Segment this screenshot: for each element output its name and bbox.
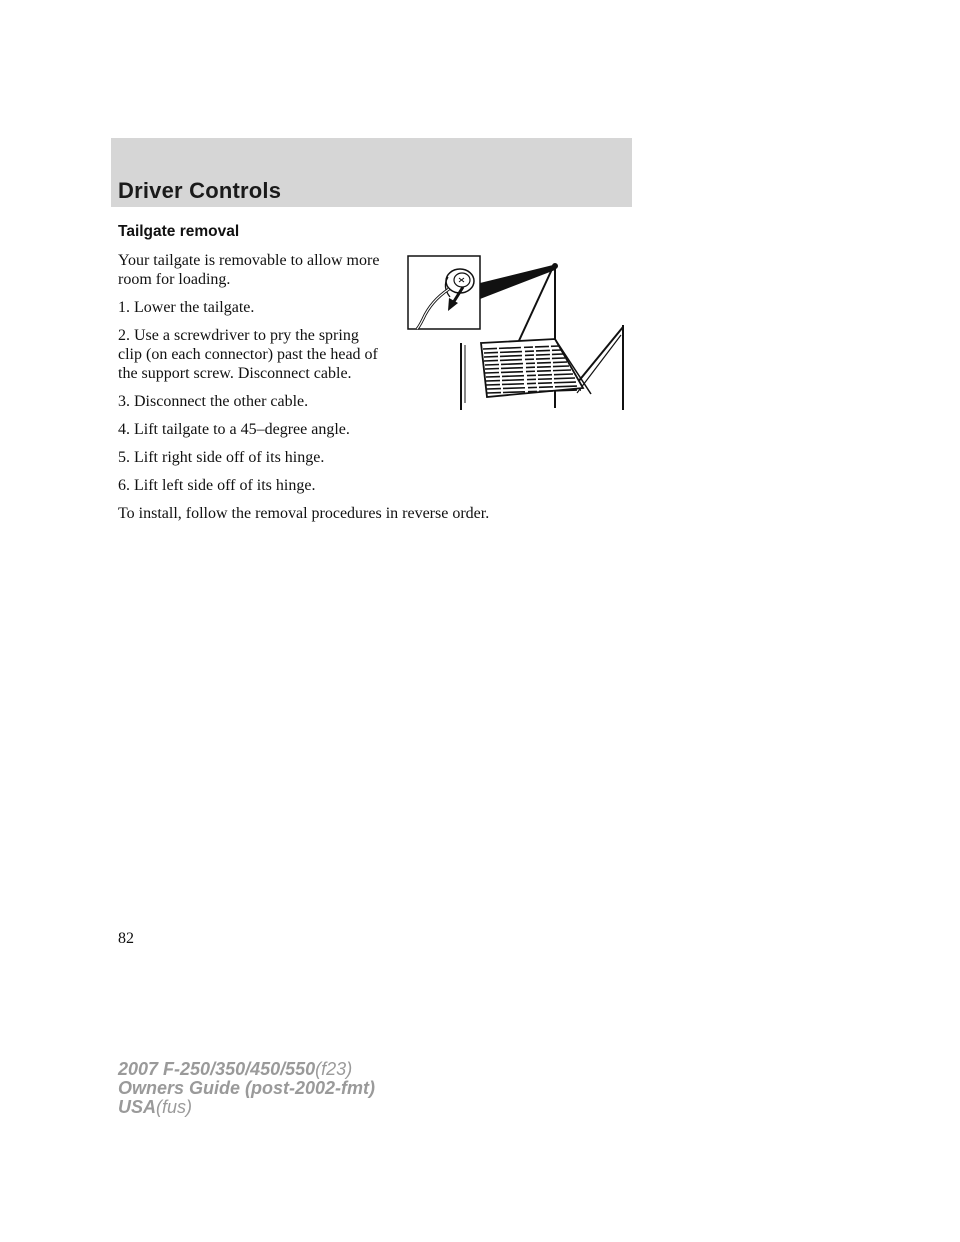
footer-line-2: Owners Guide (post-2002-fmt) bbox=[118, 1078, 376, 1098]
page-number: 82 bbox=[118, 930, 134, 947]
step-1: 1. Lower the tailgate. bbox=[118, 299, 255, 316]
step-2: 2. Use a screwdriver to pry the spring clip (on each connector) past the head of the support screw. Disconnect cable. bbox=[118, 327, 378, 382]
section-heading: Tailgate removal bbox=[118, 223, 240, 240]
footer-line-1: 2007 F-250/350/450/550(f23) bbox=[118, 1059, 353, 1079]
step-5: 5. Lift right side off of its hinge. bbox=[118, 449, 325, 466]
step-6: 6. Lift left side off of its hinge. bbox=[118, 477, 316, 494]
intro-paragraph: Your tailgate is removable to allow more room for loading. bbox=[118, 252, 380, 288]
install-note: To install, follow the removal procedures in reverse order. bbox=[118, 505, 490, 522]
step-3: 3. Disconnect the other cable. bbox=[118, 393, 309, 410]
chapter-title: Driver Controls bbox=[118, 178, 282, 203]
tailgate-panel bbox=[461, 339, 591, 410]
tailgate-removal-illustration bbox=[405, 253, 627, 411]
step-4: 4. Lift tailgate to a 45–degree angle. bbox=[118, 421, 350, 438]
footer-line-3: USA(fus) bbox=[118, 1097, 193, 1117]
document-footer bbox=[118, 1060, 375, 1117]
callout-wedge bbox=[480, 265, 555, 299]
section-header-band bbox=[111, 138, 632, 207]
